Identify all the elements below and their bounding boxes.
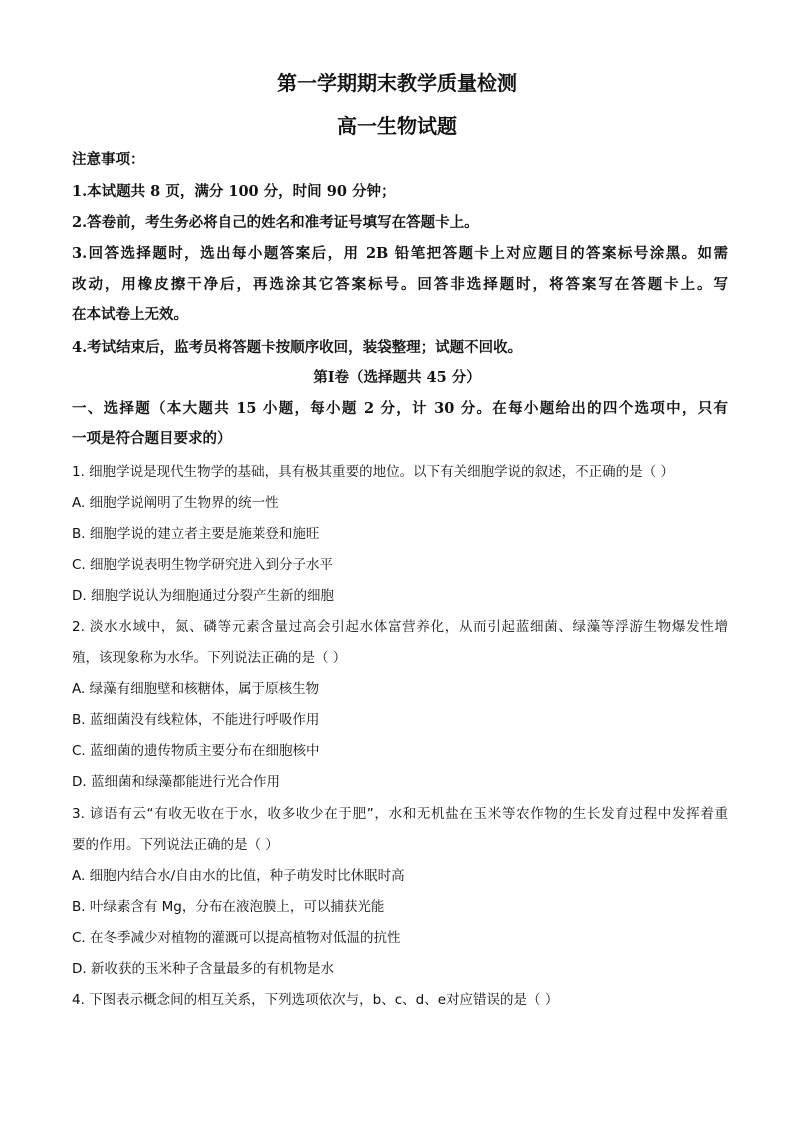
notice-item-3-line-1: 3.回答选择题时，选出每小题答案后，用 2B 铅笔把答题卡上对应题目的答案标号涂黑。如需 bbox=[72, 245, 728, 262]
section-heading-line-1: 一、选择题（本大题共 15 小题，每小题 2 分，计 30 分。在每小题给出的四个选项中，只有 bbox=[72, 400, 728, 417]
question-1-stem: 1. 细胞学说是现代生物学的基础，具有极其重要的地位。以下有关细胞学说的叙述，不正确的是（ ） bbox=[72, 464, 674, 480]
question-2-option-c: C. 蓝细菌的遗传物质主要分布在细胞核中 bbox=[72, 743, 320, 759]
volume-title: 第Ⅰ卷（选择题共 45 分） bbox=[313, 369, 481, 386]
question-4-stem: 4. 下图表示概念间的相互关系，下列选项依次与，b、c、d、e对应错误的是（ ） bbox=[72, 992, 559, 1008]
question-1-option-b: B. 细胞学说的建立者主要是施莱登和施旺 bbox=[72, 526, 320, 542]
question-3-option-b: B. 叶绿素含有 Mg，分布在液泡膜上，可以捕获光能 bbox=[72, 899, 385, 915]
question-2-option-d: D. 蓝细菌和绿藻都能进行光合作用 bbox=[72, 774, 280, 790]
question-1-option-a: A. 细胞学说阐明了生物界的统一性 bbox=[72, 495, 279, 511]
exam-title: 第一学期期末教学质量检测 bbox=[277, 71, 517, 95]
question-1-option-d: D. 细胞学说认为细胞通过分裂产生新的细胞 bbox=[72, 588, 334, 604]
notice-item-1: 1.本试题共 8 页，满分 100 分，时间 90 分钟； bbox=[72, 183, 396, 200]
question-3-option-d: D. 新收获的玉米种子含量最多的有机物是水 bbox=[72, 961, 334, 977]
notice-heading: 注意事项： bbox=[72, 151, 145, 168]
exam-subtitle: 高一生物试题 bbox=[337, 114, 457, 138]
question-1-option-c: C. 细胞学说表明生物学研究进入到分子水平 bbox=[72, 557, 334, 573]
question-3-option-c: C. 在冬季减少对植物的灌溉可以提高植物对低温的抗性 bbox=[72, 930, 401, 946]
section-heading-line-2: 一项是符合题目要求的） bbox=[72, 430, 232, 447]
question-2-option-a: A. 绿藻有细胞壁和核糖体，属于原核生物 bbox=[72, 681, 320, 697]
question-3-option-a: A. 细胞内结合水/自由水的比值，种子萌发时比休眠时高 bbox=[72, 868, 405, 884]
notice-item-3-line-3: 在本试卷上无效。 bbox=[72, 306, 188, 323]
question-3-stem-line-2: 要的作用。下列说法正确的是（ ） bbox=[72, 837, 279, 853]
question-2-option-b: B. 蓝细菌没有线粒体，不能进行呼吸作用 bbox=[72, 712, 320, 728]
notice-item-2: 2.答卷前，考生务必将自己的姓名和准考证号填写在答题卡上。 bbox=[72, 214, 479, 231]
question-2-stem-line-1: 2. 淡水水域中，氮、磷等元素含量过高会引起水体富营养化，从而引起蓝细菌、绿藻等浮游生物爆发性增 bbox=[72, 619, 728, 635]
notice-item-3-line-2: 改动，用橡皮擦干净后，再选涂其它答案标号。回答非选择题时，将答案写在答题卡上。写 bbox=[72, 276, 728, 293]
question-3-stem-line-1: 3. 谚语有云“有收无收在于水，收多收少在于肥”，水和无机盐在玉米等农作物的生长发育过程中发挥着重 bbox=[72, 806, 728, 822]
notice-item-4: 4.考试结束后，监考员将答题卡按顺序收回，装袋整理；试题不回收。 bbox=[72, 339, 523, 356]
question-2-stem-line-2: 殖，该现象称为水华。下列说法正确的是（ ） bbox=[72, 650, 347, 666]
